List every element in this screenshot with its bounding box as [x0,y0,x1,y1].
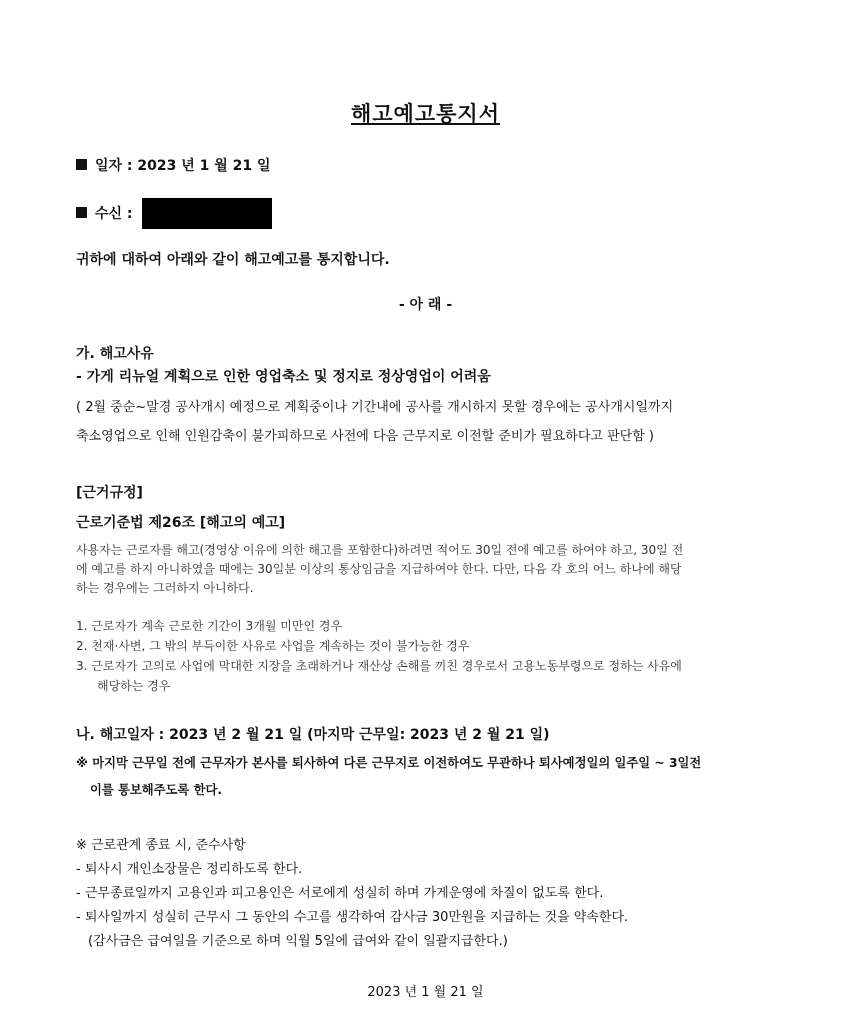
law-title: 근로기준법 제26조 [해고의 예고] [76,515,286,531]
note-line-1: ※ 마지막 근무일 전에 근무자가 본사를 퇴사하여 다른 근무지로 이전하여도 무관하나 퇴사예정일의 일주일 ~ 3일전 [76,756,702,770]
comply-item-2: - 근무종료일까지 고용인과 피고용인은 서로에게 성실히 하며 가게운영에 차질이 없도록 한다. [76,886,604,901]
bullet-square-icon [76,159,87,170]
comply-heading: ※ 근로관계 종료 시, 준수사항 [76,838,246,853]
bullet-square-icon [76,207,87,218]
note-line-2: 이를 통보해주도록 한다. [90,783,223,797]
date-line [76,155,271,175]
reason-detail-2: 축소영업으로 인해 인원감축이 불가피하므로 사전에 다음 근무지로 이전할 준비가 필요하다고 판단함 ) [76,429,654,444]
law-paragraph-3: 하는 경우에는 그러하지 아니하다. [76,581,254,595]
document-title: 해고예고통지서 [350,102,500,126]
date-text: 일자 : 2023 년 1 월 21 일 [95,158,271,174]
reason-detail-1: ( 2월 중순~말경 공사개시 예정으로 계획중이나 기간내에 공사를 개시하지 못할 경우에는 공사개시일까지 [76,400,674,415]
law-item-2: 2. 천재·사변, 그 밖의 부득이한 사유로 사업을 계속하는 것이 불가능한 경우 [76,639,470,653]
law-item-1: 1. 근로자가 계속 근로한 기간이 3개월 미만인 경우 [76,619,343,633]
recipient-line [76,203,133,223]
redacted-recipient [142,198,272,229]
reason-main: - 가게 리뉴얼 계획으로 인한 영업축소 및 정지로 정상영업이 어려움 [76,369,491,385]
comply-item-1: - 퇴사시 개인소장물은 정리하도록 한다. [76,862,303,877]
below-heading: - 아 래 - [398,297,453,313]
recipient-label: 수신 : [95,206,133,222]
intro-text: 귀하에 대하여 아래와 같이 해고예고를 통지합니다. [76,252,390,268]
basis-heading: [근거규정] [76,485,143,501]
footer-date: 2023 년 1 월 21 일 [367,985,484,1000]
comply-item-4: (감사금은 급여일을 기준으로 하며 익월 5일에 급여와 같이 일괄지급한다.) [88,934,508,949]
reason-heading: 가. 해고사유 [76,346,154,362]
law-paragraph-1: 사용자는 근로자를 해고(경영상 이유에 의한 해고를 포함한다)하려면 적어도 30일 전에 예고를 하여야 하고, 30일 전 [76,543,684,557]
dismissal-date: 나. 해고일자 : 2023 년 2 월 21 일 (마지막 근무일: 2023 년 2 월 21 일) [76,727,550,743]
law-paragraph-2: 에 예고를 하지 아니하였을 때에는 30일분 이상의 통상임금을 지급하여야 한다. 다만, 다음 각 호의 어느 하나에 해당 [76,562,682,576]
law-item-3: 3. 근로자가 고의로 사업에 막대한 지장을 초래하거나 재산상 손해를 끼친 경우로서 고용노동부령으로 정하는 사유에 [76,659,682,673]
comply-item-3: - 퇴사일까지 성실히 근무시 그 동안의 수고를 생각하여 감사금 30만원을 지급하는 것을 약속한다. [76,910,629,925]
law-item-3-cont: 해당하는 경우 [97,679,171,693]
